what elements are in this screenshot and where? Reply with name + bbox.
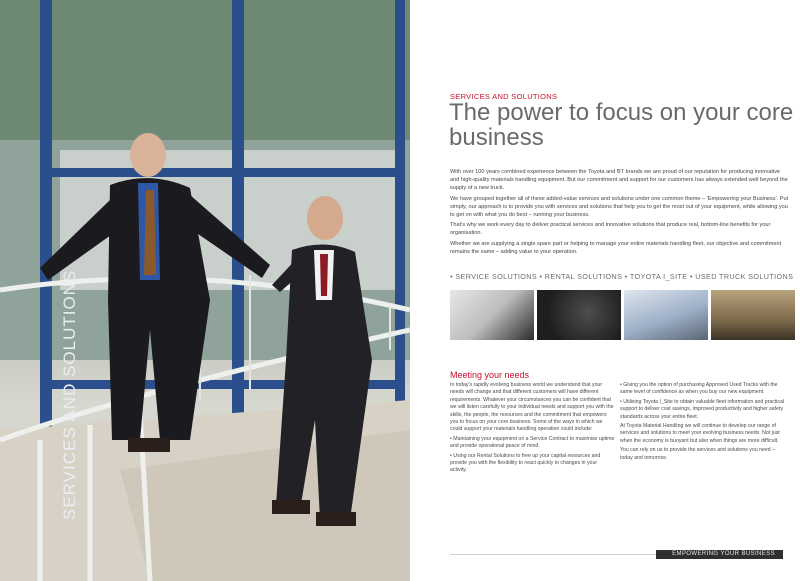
intro-paragraph: With over 100 years combined experience between the Toyota and BT brands we are proud of our reputation for producing innovative and high-quality materials handling equipment. But our commitment and support for our customers has always extended well beyond the supply of a new truck. xyxy=(450,169,788,191)
body-paragraph: In today's rapidly evolving business world we understand that your needs will change and that different customers will have different requirements. Whatever your circumstances you can be confident that we will listen carefully to your individual needs and support you with the skills, the people, the resources and the commitment that empowers you to focus on your core business. Some of the ways in which we could support your materials handling operation could include: xyxy=(450,382,614,433)
meeting-needs-title: Meeting your needs xyxy=(450,370,530,380)
rental-solutions-photo xyxy=(537,290,621,340)
services-list: • SERVICE SOLUTIONS • RENTAL SOLUTIONS • TOYOTA I_SITE • USED TRUCK SOLUTIONS xyxy=(450,272,794,281)
footer-tagline: EMPOWERING YOUR BUSINESS xyxy=(656,550,783,559)
footer-divider xyxy=(450,554,656,555)
body-column-left xyxy=(450,382,615,477)
vertical-section-title: SERVICES AND SOLUTIONS xyxy=(60,269,79,520)
service-solutions-photo xyxy=(450,290,534,340)
body-paragraph: • Giving you the option of purchasing Approved Used Trucks with the same level of confidence as when you buy our new equipment. xyxy=(620,382,778,396)
section-eyebrow: SERVICES AND SOLUTIONS xyxy=(450,92,558,101)
body-column-right xyxy=(620,382,785,464)
intro-text xyxy=(450,168,790,258)
body-paragraph: • Maintaining your equipment on a Service Contract to maximise uptime and provide operational peace of mind. xyxy=(450,435,615,450)
intro-paragraph: That's why we work every day to deliver practical services and innovative solutions that produce real, bottom-line benefits for your organisation. xyxy=(450,222,771,236)
intro-paragraph: Whether we are supplying a single spare part or helping to manage your entire materials handling fleet, our objective and commitment remains the same – adding value to your operation. xyxy=(450,240,782,255)
body-paragraph: At Toyota Material Handling we will continue to develop our range of services and solutions to meet your evolving business needs. Not just when the economy is buoyant but also when things are more difficult. xyxy=(620,423,780,444)
body-paragraph: You can rely on us to provide the services and solutions you need – today and tomorrow. xyxy=(620,447,775,461)
body-paragraph: • Utilising Toyota I_Site to obtain valuable fleet information and practical support to deliver cost savings, improved productivity and higher safety standards across your entire fleet. xyxy=(620,398,785,420)
page-headline: The power to focus on your core business xyxy=(449,99,794,151)
body-paragraph: • Using our Rental Solutions to free up your capital resources and provide you with the flexibility to react quickly to changes in your activity. xyxy=(450,452,601,474)
text-page xyxy=(410,0,800,581)
toyota-isite-photo xyxy=(624,290,708,340)
service-thumbnails xyxy=(450,290,795,340)
intro-paragraph: We have grouped together all of these added-value services and solutions under one common theme – 'Empowering your Business'. Put simply, our approach is to provide you with services and solutions that help you to get the most out of your equipment, while allowing you to get on with what you do best – running your business. xyxy=(450,195,789,218)
used-truck-solutions-photo xyxy=(711,290,795,340)
